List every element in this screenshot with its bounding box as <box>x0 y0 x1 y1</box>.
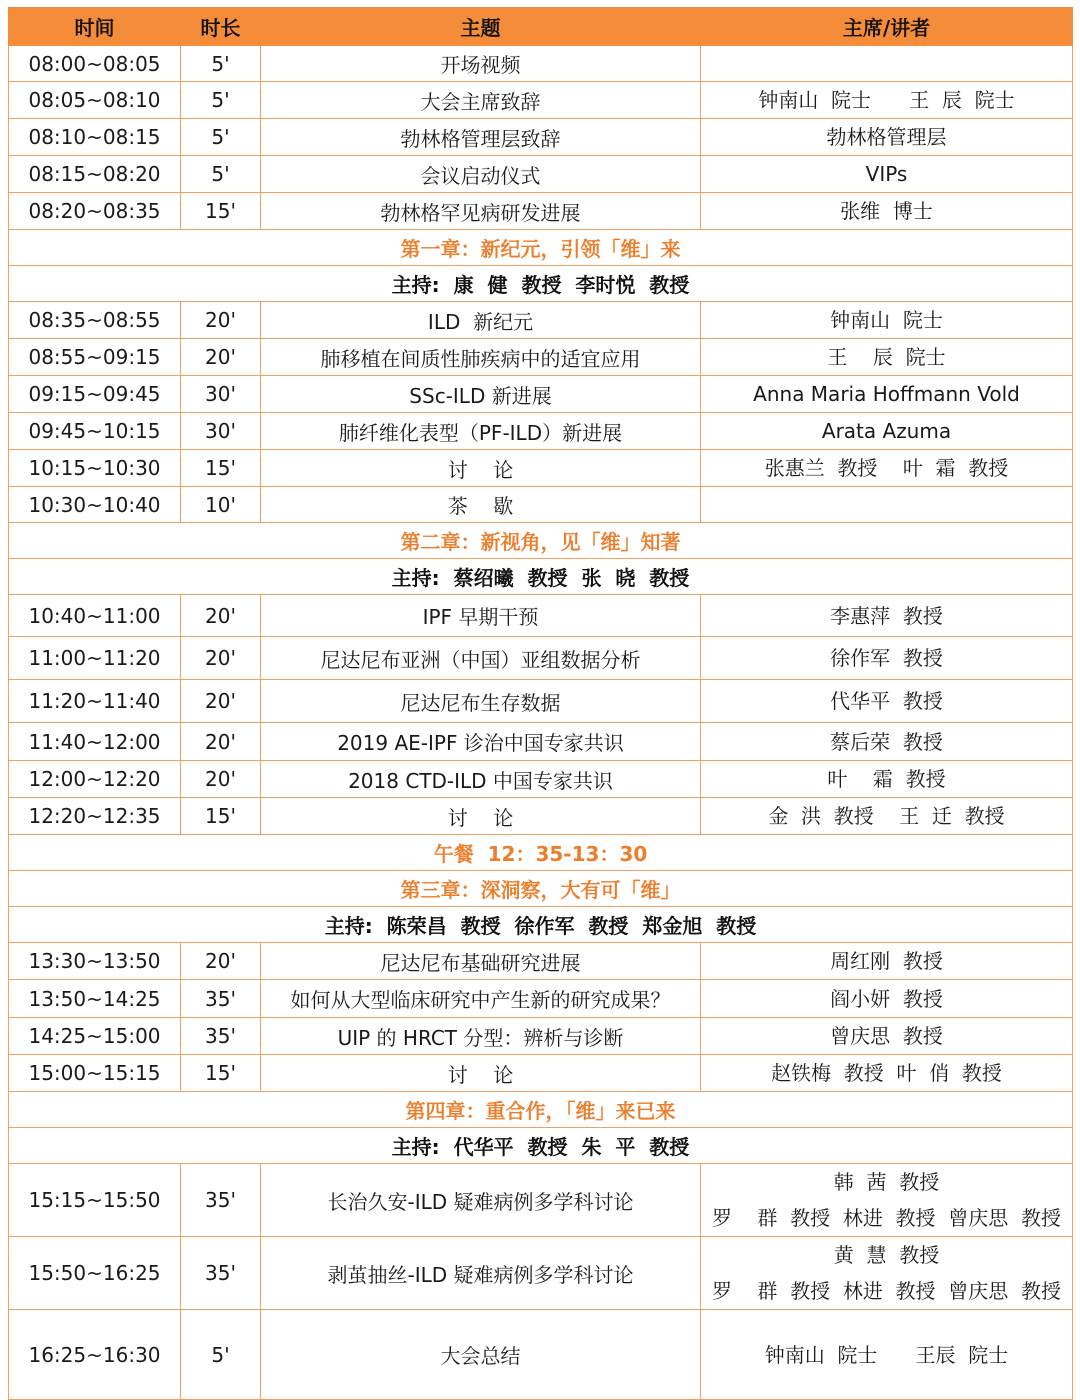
host-row <box>9 559 1073 595</box>
session-row <box>9 487 1073 523</box>
topic-cell: SSc-ILD 新进展 <box>261 376 701 413</box>
time-cell: 11:40~12:00 <box>9 723 181 761</box>
speaker-cell <box>701 193 1073 230</box>
section-title: 午餐 12：35-13：30 <box>9 835 1073 871</box>
time-cell: 08:15~08:20 <box>9 156 181 193</box>
session-row <box>9 1164 1073 1237</box>
topic-cell: 尼达尼布亚洲（中国）亚组数据分析 <box>261 637 701 680</box>
duration-cell: 20' <box>181 723 261 761</box>
speaker-line: 曾庆思 教授 <box>830 1024 943 1048</box>
session-row <box>9 376 1073 413</box>
topic-cell: 剥茧抽丝-ILD 疑难病例多学科讨论 <box>261 1237 701 1310</box>
topic-cell: 讨 论 <box>261 1055 701 1092</box>
duration-cell: 15' <box>181 193 261 230</box>
time-cell: 08:20~08:35 <box>9 193 181 230</box>
speaker-cell <box>701 761 1073 798</box>
time-cell: 13:50~14:25 <box>9 980 181 1018</box>
session-row <box>9 119 1073 156</box>
speaker-cell <box>701 595 1073 637</box>
speaker-line: 阎小妍 教授 <box>830 986 943 1011</box>
host-row <box>9 907 1073 943</box>
speaker-line: 张惠兰 教授 叶 霜 教授 <box>764 456 1009 480</box>
topic-cell: 讨 论 <box>261 798 701 835</box>
speaker-line: 钟南山 院士 王 辰 院士 <box>758 88 1015 112</box>
duration-cell: 5' <box>181 119 261 156</box>
session-row <box>9 1237 1073 1310</box>
speaker-line: 周红刚 教授 <box>830 949 943 973</box>
speaker-line: Anna Maria Hoffmann Vold <box>753 382 1020 406</box>
speaker-line: VIPs <box>865 162 908 186</box>
time-cell: 16:25~16:30 <box>9 1310 181 1400</box>
topic-cell: 肺移植在间质性肺疾病中的适宜应用 <box>261 339 701 376</box>
session-row <box>9 1055 1073 1092</box>
time-cell: 15:15~15:50 <box>9 1164 181 1237</box>
header-row <box>9 8 1073 46</box>
session-row <box>9 798 1073 835</box>
section-title: 第四章：重合作，「维」来已来 <box>9 1092 1073 1128</box>
time-cell: 10:40~11:00 <box>9 595 181 637</box>
topic-cell: 长治久安-ILD 疑难病例多学科讨论 <box>261 1164 701 1237</box>
session-row <box>9 339 1073 376</box>
speaker-cell <box>701 798 1073 835</box>
time-cell: 08:05~08:10 <box>9 82 181 119</box>
host-row <box>9 266 1073 302</box>
duration-cell: 35' <box>181 980 261 1018</box>
speaker-cell <box>701 637 1073 680</box>
duration-cell: 20' <box>181 680 261 723</box>
time-cell: 08:10~08:15 <box>9 119 181 156</box>
session-row <box>9 723 1073 761</box>
speaker-line: 勃林格管理层 <box>826 125 947 149</box>
speaker-line: 赵铁梅 教授 叶 俏 教授 <box>771 1061 1002 1085</box>
session-row <box>9 980 1073 1018</box>
duration-cell: 35' <box>181 1164 261 1237</box>
section-row <box>9 835 1073 871</box>
duration-cell: 5' <box>181 1310 261 1400</box>
duration-cell: 5' <box>181 156 261 193</box>
duration-header: 时长 <box>181 8 261 46</box>
session-row <box>9 637 1073 680</box>
topic-cell: 勃林格管理层致辞 <box>261 119 701 156</box>
speaker-line: 李惠萍 教授 <box>830 603 943 628</box>
host-line: 主持: 蔡绍曦 教授 张 晓 教授 <box>9 559 1073 595</box>
time-cell: 11:20~11:40 <box>9 680 181 723</box>
section-row <box>9 871 1073 907</box>
topic-cell: ILD 新纪元 <box>261 302 701 339</box>
speaker-line: 王 辰 院士 <box>827 345 946 369</box>
speaker-cell <box>701 943 1073 980</box>
agenda-table <box>8 7 1073 1400</box>
speaker-cell <box>701 487 1073 523</box>
section-row <box>9 523 1073 559</box>
speaker-line: 叶 霜 教授 <box>827 767 946 791</box>
time-header: 时间 <box>9 8 181 46</box>
speaker-cell <box>701 1018 1073 1055</box>
speaker-line: 罗 群 教授 林进 教授 曾庆思 教授 <box>711 1206 1061 1230</box>
speaker-line: 钟南山 院士 王辰 院士 <box>764 1342 1009 1367</box>
speaker-cell <box>701 82 1073 119</box>
speaker-line: 罗 群 教授 林进 教授 曾庆思 教授 <box>711 1279 1061 1303</box>
topic-cell: 勃林格罕见病研发进展 <box>261 193 701 230</box>
speaker-cell <box>701 339 1073 376</box>
host-line: 主持: 康 健 教授 李时悦 教授 <box>9 266 1073 302</box>
time-cell: 14:25~15:00 <box>9 1018 181 1055</box>
speaker-cell <box>701 376 1073 413</box>
speaker-line: 蔡后荣 教授 <box>830 729 943 754</box>
session-row <box>9 82 1073 119</box>
session-row <box>9 1018 1073 1055</box>
speaker-cell <box>701 980 1073 1018</box>
topic-cell: 如何从大型临床研究中产生新的研究成果？ <box>261 980 701 1018</box>
speaker-cell <box>701 450 1073 487</box>
time-cell: 13:30~13:50 <box>9 943 181 980</box>
session-row <box>9 943 1073 980</box>
time-cell: 10:30~10:40 <box>9 487 181 523</box>
section-row <box>9 1092 1073 1128</box>
time-cell: 15:00~15:15 <box>9 1055 181 1092</box>
section-title: 第一章：新纪元，引领「维」来 <box>9 230 1073 266</box>
duration-cell: 20' <box>181 339 261 376</box>
time-cell: 15:50~16:25 <box>9 1237 181 1310</box>
session-row <box>9 302 1073 339</box>
duration-cell: 35' <box>181 1237 261 1310</box>
speaker-line: 韩 茜 教授 <box>833 1170 940 1194</box>
duration-cell: 20' <box>181 595 261 637</box>
session-row <box>9 1310 1073 1400</box>
speaker-cell <box>701 723 1073 761</box>
duration-cell: 20' <box>181 943 261 980</box>
topic-cell: 2019 AE-IPF 诊治中国专家共识 <box>261 723 701 761</box>
duration-cell: 15' <box>181 798 261 835</box>
session-row <box>9 46 1073 82</box>
duration-cell: 30' <box>181 413 261 450</box>
host-line: 主持: 代华平 教授 朱 平 教授 <box>9 1128 1073 1164</box>
duration-cell: 35' <box>181 1018 261 1055</box>
speaker-line: Arata Azuma <box>821 419 952 443</box>
session-row <box>9 156 1073 193</box>
session-row <box>9 193 1073 230</box>
topic-header: 主题 <box>261 8 701 46</box>
topic-cell: 肺纤维化表型（PF-ILD）新进展 <box>261 413 701 450</box>
speaker-line: 徐作军 教授 <box>830 646 943 670</box>
speaker-cell <box>701 1310 1073 1400</box>
speaker-line: 代华平 教授 <box>830 689 943 713</box>
topic-cell: 茶 歇 <box>261 487 701 523</box>
time-cell: 12:20~12:35 <box>9 798 181 835</box>
section-row <box>9 230 1073 266</box>
speaker-cell <box>701 119 1073 156</box>
topic-cell: 大会主席致辞 <box>261 82 701 119</box>
time-cell: 12:00~12:20 <box>9 761 181 798</box>
session-row <box>9 413 1073 450</box>
time-cell: 08:00~08:05 <box>9 46 181 82</box>
session-row <box>9 595 1073 637</box>
duration-cell: 20' <box>181 637 261 680</box>
speaker-cell <box>701 1237 1073 1310</box>
duration-cell: 10' <box>181 487 261 523</box>
speaker-cell <box>701 46 1073 82</box>
duration-cell: 15' <box>181 1055 261 1092</box>
agenda-body <box>9 46 1073 1400</box>
topic-cell: 讨 论 <box>261 450 701 487</box>
duration-cell: 15' <box>181 450 261 487</box>
speaker-cell <box>701 156 1073 193</box>
time-cell: 09:15~09:45 <box>9 376 181 413</box>
topic-cell: IPF 早期干预 <box>261 595 701 637</box>
session-row <box>9 680 1073 723</box>
topic-cell: 会议启动仪式 <box>261 156 701 193</box>
topic-cell: 尼达尼布基础研究进展 <box>261 943 701 980</box>
time-cell: 08:35~08:55 <box>9 302 181 339</box>
speaker-header: 主席/讲者 <box>701 8 1073 46</box>
speaker-line: 黄 慧 教授 <box>833 1243 940 1267</box>
speaker-line: 金 洪 教授 王 迁 教授 <box>768 804 1005 828</box>
speaker-cell <box>701 1055 1073 1092</box>
topic-cell: 大会总结 <box>261 1310 701 1400</box>
host-line: 主持: 陈荣昌 教授 徐作军 教授 郑金旭 教授 <box>9 907 1073 943</box>
topic-cell: 开场视频 <box>261 46 701 82</box>
session-row <box>9 450 1073 487</box>
speaker-cell <box>701 413 1073 450</box>
time-cell: 10:15~10:30 <box>9 450 181 487</box>
section-title: 第三章：深洞察，大有可「维」 <box>9 871 1073 907</box>
duration-cell: 20' <box>181 761 261 798</box>
time-cell: 09:45~10:15 <box>9 413 181 450</box>
speaker-cell <box>701 302 1073 339</box>
topic-cell: 尼达尼布生存数据 <box>261 680 701 723</box>
host-row <box>9 1128 1073 1164</box>
duration-cell: 5' <box>181 46 261 82</box>
speaker-cell <box>701 680 1073 723</box>
speaker-line: 张维 博士 <box>840 199 933 223</box>
topic-cell: 2018 CTD-ILD 中国专家共识 <box>261 761 701 798</box>
session-row <box>9 761 1073 798</box>
duration-cell: 5' <box>181 82 261 119</box>
duration-cell: 30' <box>181 376 261 413</box>
topic-cell: UIP 的 HRCT 分型：辨析与诊断 <box>261 1018 701 1055</box>
speaker-line: 钟南山 院士 <box>830 308 943 332</box>
time-cell: 11:00~11:20 <box>9 637 181 680</box>
time-cell: 08:55~09:15 <box>9 339 181 376</box>
speaker-cell <box>701 1164 1073 1237</box>
section-title: 第二章：新视角，见「维」知著 <box>9 523 1073 559</box>
duration-cell: 20' <box>181 302 261 339</box>
